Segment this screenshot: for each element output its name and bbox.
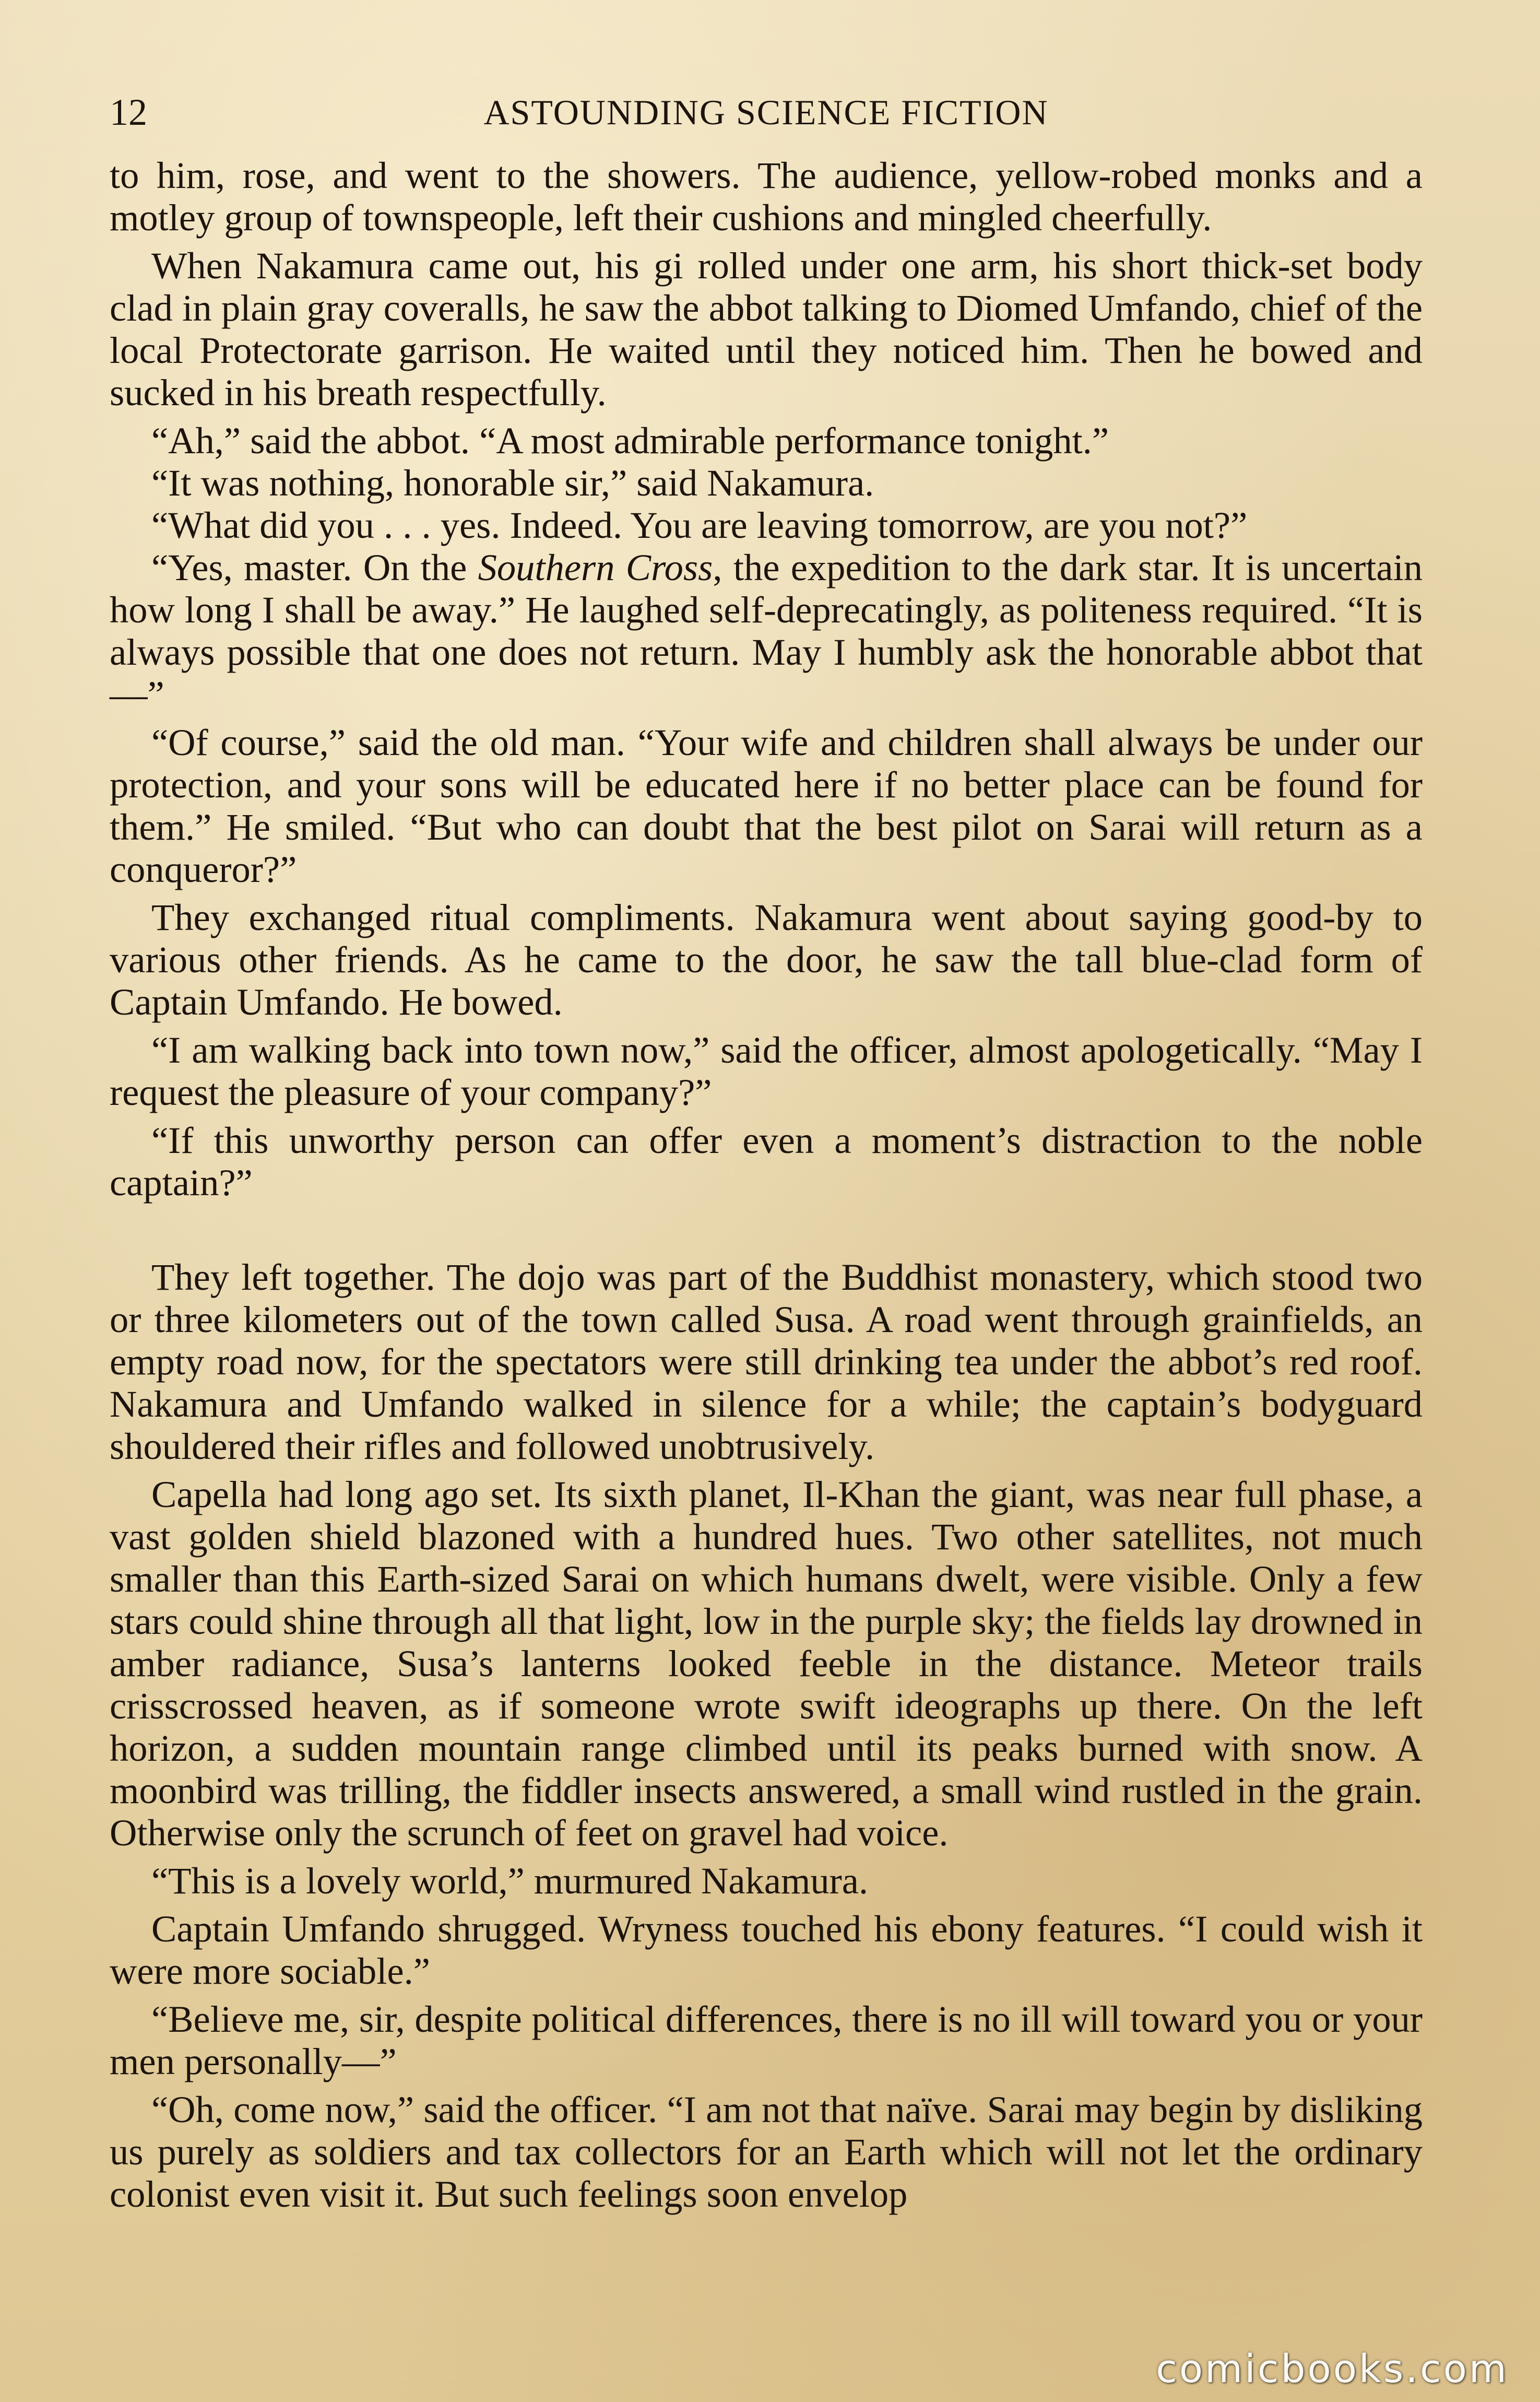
paragraph: “I am walking back into town now,” said the officer, almost apologetically. “May I request the pleasure of your company?” bbox=[110, 1029, 1423, 1113]
paragraph: Captain Umfando shrugged. Wryness touched his ebony features. “I could wish it were more sociable.” bbox=[110, 1908, 1423, 1992]
running-title: ASTOUNDING SCIENCE FICTION bbox=[483, 92, 1049, 132]
paragraph: to him, rose, and went to the showers. The audience, yellow-robed monks and a motley group of townspeople, left their cushions and mingled cheerfully. bbox=[110, 154, 1423, 239]
paragraph: “Of course,” said the old man. “Your wife and children shall always be under our protection, and your sons will be educated here if no better place can be found for them.” He smiled. “But who can doubt that the best pilot on Sarai will return as a conqueror?” bbox=[110, 721, 1423, 890]
paragraph-text: “Yes, master. On the bbox=[151, 546, 478, 588]
page-number: 12 bbox=[110, 91, 147, 133]
watermark: comicbooks.com bbox=[1156, 2347, 1509, 2392]
paragraph: “Ah,” said the abbot. “A most admirable performance tonight.” bbox=[151, 419, 1109, 462]
paragraph: “This is a lovely world,” murmured Nakamura. bbox=[151, 1859, 869, 1902]
paragraph: “Believe me, sir, despite political differences, there is no ill will toward you or your men personally—” bbox=[110, 1998, 1423, 2082]
paragraph: Capella had long ago set. Its sixth planet, Il-Khan the giant, was near full phase, a vast golden shield blazoned with a hundred hues. Two other satellites, not much smaller than this Earth-sized Sarai on which humans dwelt, were visible. Only a few stars could shine through all that light, low in the purple sky; the fields lay drowned in amber radiance, Susa’s lanterns looked feeble in the distance. Meteor trails crisscrossed heaven, as if someone wrote swift ideographs up there. On the left horizon, a sudden mountain range climbed until its peaks burned with snow. A moonbird was trilling, the fiddler insects answered, a small wind rustled in the grain. Otherwise only the scrunch of feet on gravel had voice. bbox=[110, 1473, 1423, 1854]
body-text bbox=[110, 154, 1423, 2221]
page-header bbox=[110, 86, 1423, 138]
paragraph bbox=[110, 546, 1423, 715]
paragraph: When Nakamura came out, his gi rolled under one arm, his short thick-set body clad in plain gray coveralls, he saw the abbot talking to Diomed Umfando, chief of the local Protectorate garrison. He waited until they noticed him. Then he bowed and sucked in his breath respectfully. bbox=[110, 244, 1423, 414]
paragraph: They left together. The dojo was part of the Buddhist monastery, which stood two or three kilometers out of the town called Susa. A road went through grainfields, an empty road now, for the spectators were still drinking tea under the abbot’s red roof. Nakamura and Umfando walked in silence for a while; the captain’s bodyguard shouldered their rifles and followed unobtrusively. bbox=[110, 1256, 1423, 1467]
ship-name: Southern Cross bbox=[478, 546, 713, 588]
paragraph: “What did you . . . yes. Indeed. You are leaving tomorrow, are you not?” bbox=[151, 504, 1248, 546]
paragraph: They exchanged ritual compliments. Nakamura went about saying good-by to various other friends. As he came to the door, he saw the tall blue-clad form of Captain Umfando. He bowed. bbox=[110, 896, 1423, 1023]
paragraph-text: , the expedition to the dark star. It is uncertain how long I shall be away.” He laughed self-deprecatingly, as politeness required. “It is always possible that one does not return. May I humbly ask the honorable abbot that—” bbox=[110, 546, 1423, 715]
paragraph: “Oh, come now,” said the officer. “I am not that naïve. Sarai may begin by disliking us purely as soldiers and tax collectors for an Earth which will not let the ordinary colonist even visit it. But such feelings soon envelop bbox=[110, 2088, 1423, 2215]
paragraph: “If this unworthy person can offer even a moment’s distraction to the noble captain?” bbox=[110, 1119, 1423, 1204]
paragraph: “It was nothing, honorable sir,” said Nakamura. bbox=[151, 462, 874, 504]
